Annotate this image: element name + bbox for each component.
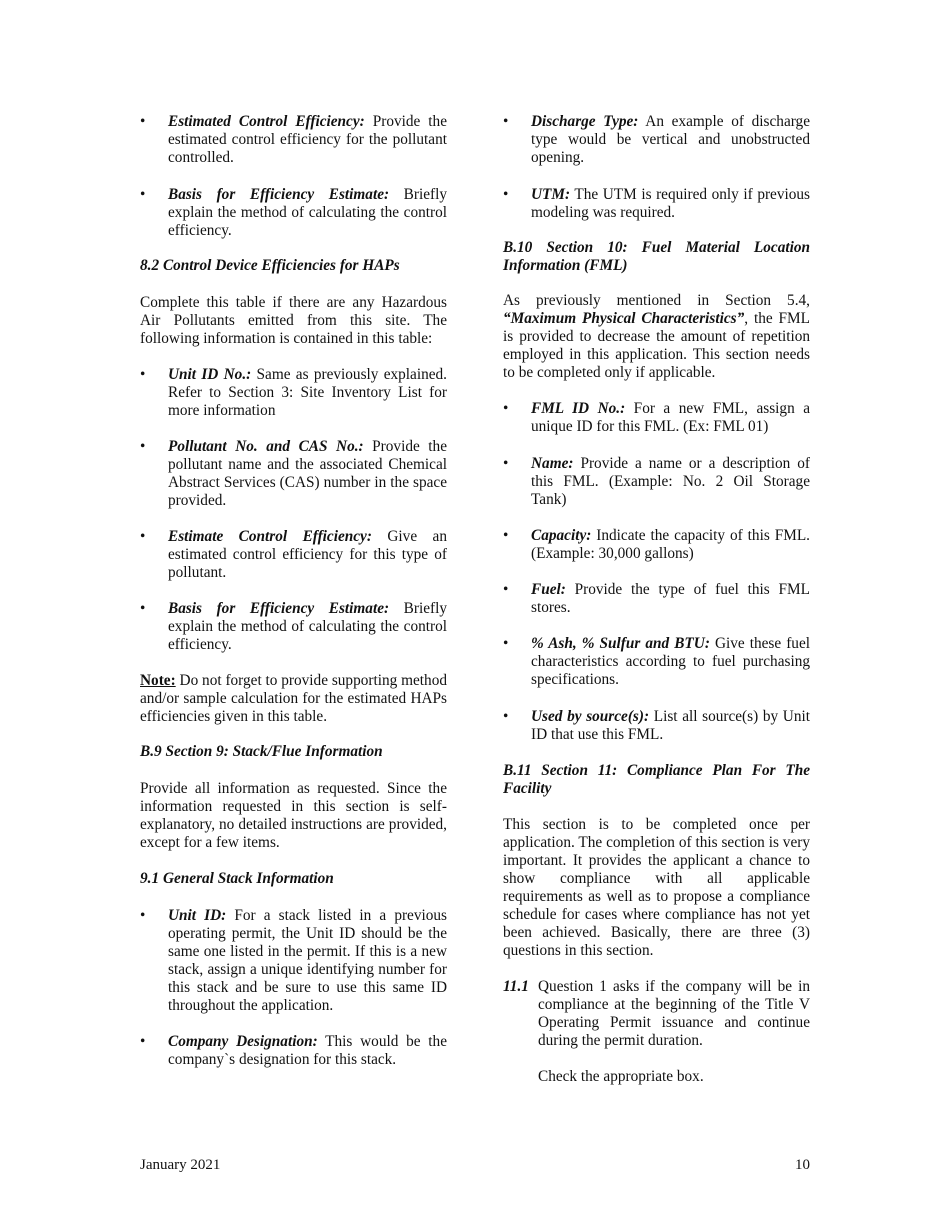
list-item: • Fuel: Provide the type of fuel this FML stores. — [503, 581, 810, 617]
paragraph: Provide all information as requested. Since the information requested in this section is self-explanatory, no detailed instructions are provided, except for a few items. — [140, 780, 447, 851]
list-item: • Unit ID: For a stack listed in a previous operating permit, the Unit ID should be the same one listed in the permit. If this is a new stack, assign a unique identifying number for this stack and be sure to use this same ID throughout the application. — [140, 907, 447, 1015]
list-item: • Company Designation: This would be the company`s designation for this stack. — [140, 1033, 447, 1069]
note-paragraph: Note: Do not forget to provide supporting method and/or sample calculation for the estimated HAPs efficiencies given in this table. — [140, 672, 447, 725]
list-item: • Discharge Type: An example of discharge type would be vertical and unobstructed opening. — [503, 113, 810, 167]
list-item: • Capacity: Indicate the capacity of this FML. (Example: 30,000 gallons) — [503, 527, 810, 563]
list-item: • UTM: The UTM is required only if previous modeling was required. — [503, 186, 810, 222]
paragraph: Check the appropriate box. — [538, 1068, 704, 1085]
list-item: • % Ash, % Sulfur and BTU: Give these fuel characteristics according to fuel purchasing specifications. — [503, 635, 810, 689]
paragraph: This section is to be completed once per application. The completion of this section is very important. It provides the applicant a chance to show compliance with all applicable requirements as well as to propose a compliance schedule for cases where compliance has not yet been achieved. Basically, there are three (3) questions in this section. — [503, 816, 810, 959]
footer-date: January 2021 — [140, 1157, 221, 1173]
list-item: • Used by source(s): List all source(s) by Unit ID that use this FML. — [503, 708, 810, 744]
list-item: • Pollutant No. and CAS No.: Provide the pollutant name and the associated Chemical Abstract Services (CAS) number in the space provided. — [140, 438, 447, 510]
left-column — [140, 113, 447, 1069]
list-item: • Name: Provide a name or a description of this FML. (Example: No. 2 Oil Storage Tank) — [503, 455, 810, 509]
section-heading: B.10 Section 10: Fuel Material Location Information (FML) — [503, 239, 810, 274]
section-heading: B.9 Section 9: Stack/Flue Information — [140, 743, 383, 760]
list-item: • Unit ID No.: Same as previously explained. Refer to Section 3: Site Inventory List for more information — [140, 366, 447, 420]
list-item: • Basis for Efficiency Estimate: Briefly explain the method of calculating the control efficiency. — [140, 186, 447, 240]
list-item: • FML ID No.: For a new FML, assign a unique ID for this FML. (Ex: FML 01) — [503, 400, 810, 436]
list-item: • Estimated Control Efficiency: Provide the estimated control efficiency for the pollutant controlled. — [140, 113, 447, 167]
page-number: 10 — [795, 1157, 810, 1173]
right-column — [503, 113, 810, 1086]
numbered-item: 11.1 Question 1 asks if the company will be in compliance at the beginning of the Title V Operating Permit issuance and continue during the permit duration. — [503, 978, 810, 1049]
section-heading: 9.1 General Stack Information — [140, 870, 334, 887]
paragraph: As previously mentioned in Section 5.4, “Maximum Physical Characteristics”, the FML is provided to decrease the amount of repetition employed in this application. This section needs to be completed only if applicable. — [503, 292, 810, 381]
list-item: • Basis for Efficiency Estimate: Briefly explain the method of calculating the control efficiency. — [140, 600, 447, 654]
paragraph: Complete this table if there are any Hazardous Air Pollutants emitted from this site. The following information is contained in this table: — [140, 294, 447, 347]
section-heading: B.11 Section 11: Compliance Plan For The Facility — [503, 762, 810, 797]
list-item: • Estimate Control Efficiency: Give an estimated control efficiency for this type of pollutant. — [140, 528, 447, 582]
section-heading: 8.2 Control Device Efficiencies for HAPs — [140, 257, 400, 274]
